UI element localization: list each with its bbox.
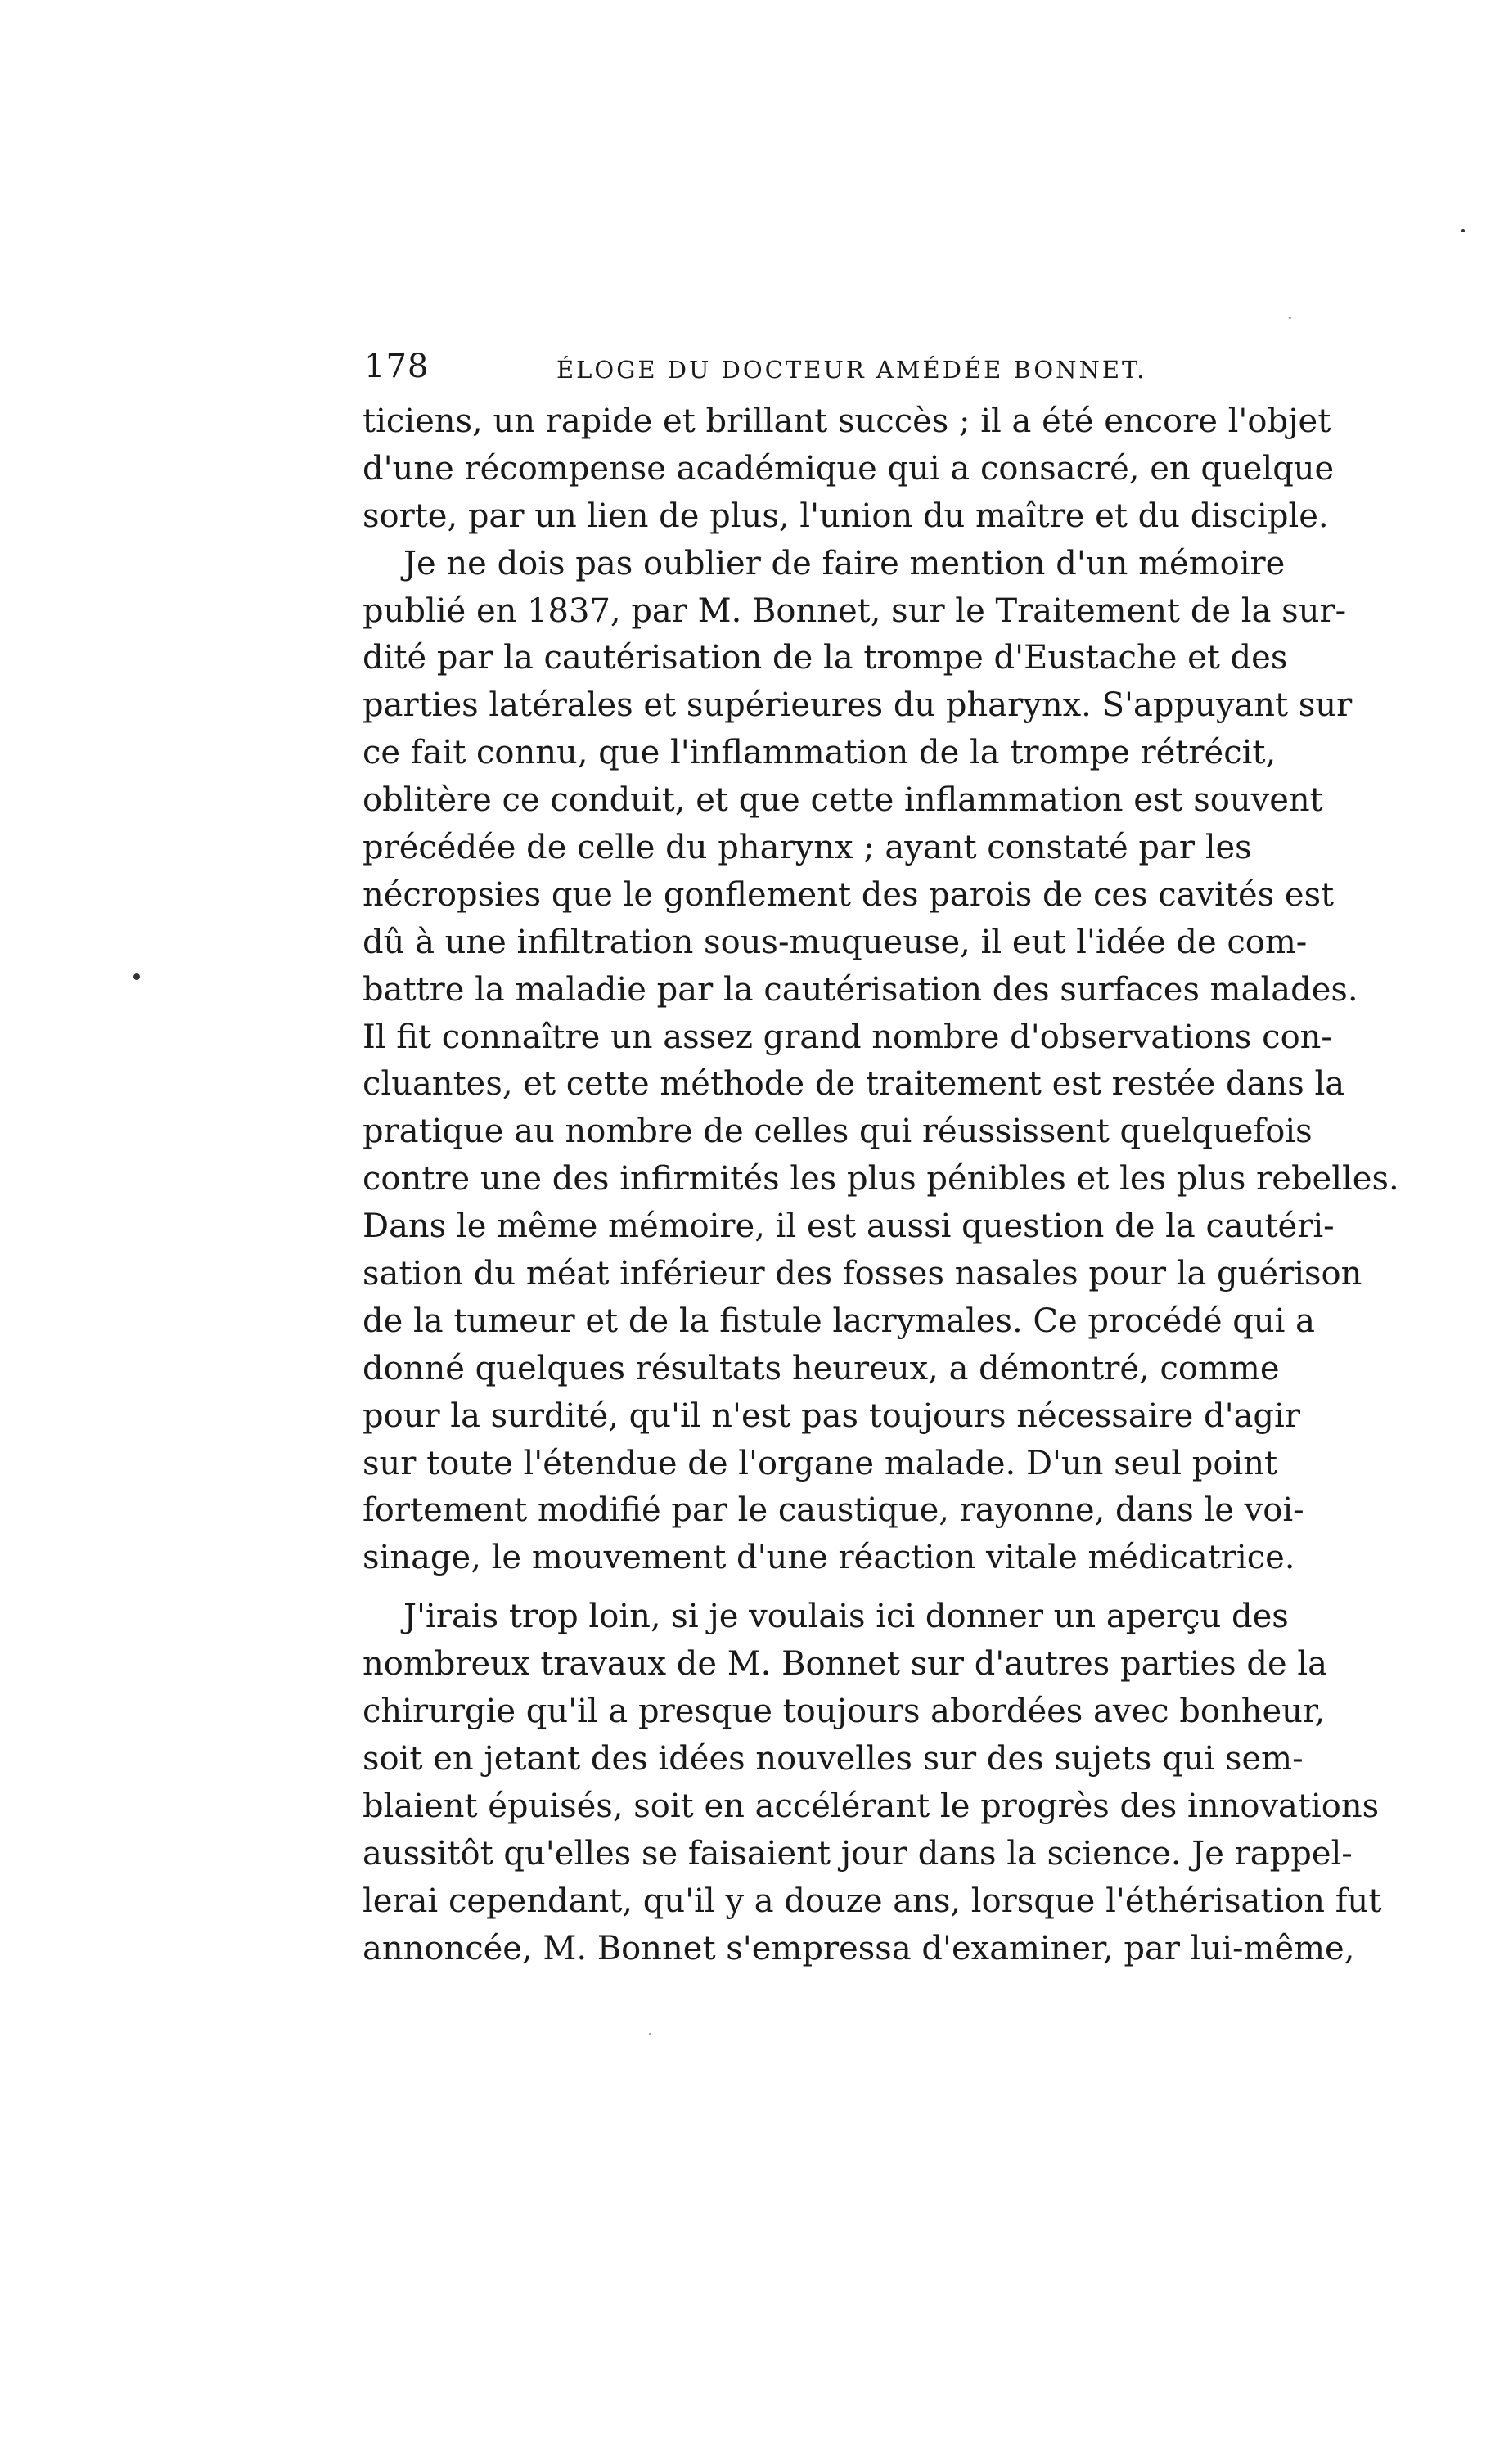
text-line: nécropsies que le gonflement des parois de ces cavités est (362, 875, 1335, 914)
text-line: donné quelques résultats heureux, a démontré, comme (362, 1349, 1280, 1387)
text-line: soit en jetant des idées nouvelles sur des sujets qui sem- (362, 1739, 1304, 1778)
text-line: lerai cependant, qu'il y a douze ans, lorsque l'éthérisation fut (362, 1882, 1382, 1920)
running-head (364, 348, 1240, 389)
text-line: sinage, le mouvement d'une réaction vitale médicatrice. (362, 1539, 1295, 1577)
text-line: sorte, par un lien de plus, l'union du maître et du disciple. (362, 497, 1329, 535)
text-line: battre la maladie par la cautérisation des surfaces malades. (362, 970, 1358, 1009)
text-line: sur toute l'étendue de l'organe malade. D'un seul point (362, 1444, 1278, 1482)
text-line: parties latérales et supérieures du pharynx. S'appuyant sur (362, 686, 1353, 725)
running-title: ÉLOGE DU DOCTEUR AMÉDÉE BONNET. (556, 356, 1147, 384)
text-line: sation du méat inférieur des fosses nasales pour la guérison (362, 1255, 1362, 1293)
text-line: d'une récompense académique qui a consacré, en quelque (362, 449, 1335, 488)
text-line: aussitôt qu'elles se faisaient jour dans la science. Je rappel- (362, 1834, 1353, 1873)
ink-speck (1461, 229, 1465, 232)
text-line: oblitère ce conduit, et que cette inflammation est souvent (362, 781, 1323, 820)
text-line: dité par la cautérisation de la trompe d'Eustache et des (362, 639, 1288, 677)
text-line: contre une des infirmités les plus pénibles et les plus rebelles. (362, 1160, 1399, 1198)
body-text (362, 398, 1399, 1972)
text-line: blaient épuisés, soit en accélérant le progrès des innovations (362, 1787, 1380, 1825)
text-line: cluantes, et cette méthode de traitement est restée dans la (362, 1065, 1345, 1104)
text-line: de la tumeur et de la fistule lacrymales. Ce procédé qui a (362, 1302, 1315, 1340)
text-line: J'irais trop loin, si je voulais ici donner un aperçu des (403, 1598, 1289, 1636)
page-number: 178 (364, 348, 430, 385)
ink-speck (1289, 317, 1291, 319)
text-line: Dans le même mémoire, il est aussi question de la cautéri- (362, 1207, 1335, 1246)
paragraph-3 (362, 1594, 1382, 1972)
text-line: chirurgie qu'il a presque toujours abordées avec bonheur, (362, 1693, 1326, 1731)
text-line: Je ne dois pas oublier de faire mention d'un mémoire (403, 544, 1286, 582)
text-line: ce fait connu, que l'inflammation de la trompe rétrécit, (362, 734, 1277, 772)
text-line: pour la surdité, qu'il n'est pas toujours nécessaire d'agir (362, 1396, 1300, 1435)
paragraph-1 (362, 398, 1335, 541)
text-line: Il fit connaître un assez grand nombre d'observations con- (362, 1018, 1332, 1056)
paragraph-2 (362, 541, 1399, 1583)
ink-speck (649, 2033, 651, 2035)
text-line: dû à une infiltration sous-muqueuse, il eut l'idée de com- (362, 923, 1308, 961)
text-line: annoncée, M. Bonnet s'empressa d'examiner, par lui-même, (362, 1929, 1355, 1967)
text-line: fortement modifié par le caustique, rayonne, dans le voi- (362, 1491, 1304, 1530)
text-line: ticiens, un rapide et brillant succès ; il a été encore l'objet (362, 402, 1331, 440)
text-line: publié en 1837, par M. Bonnet, sur le Traitement de la sur- (362, 591, 1347, 630)
ink-speck (133, 973, 140, 980)
text-line: précédée de celle du pharynx ; ayant constaté par les (362, 829, 1252, 867)
text-line: pratique au nombre de celles qui réussissent quelquefois (362, 1113, 1313, 1151)
text-line: nombreux travaux de M. Bonnet sur d'autres parties de la (362, 1645, 1328, 1684)
